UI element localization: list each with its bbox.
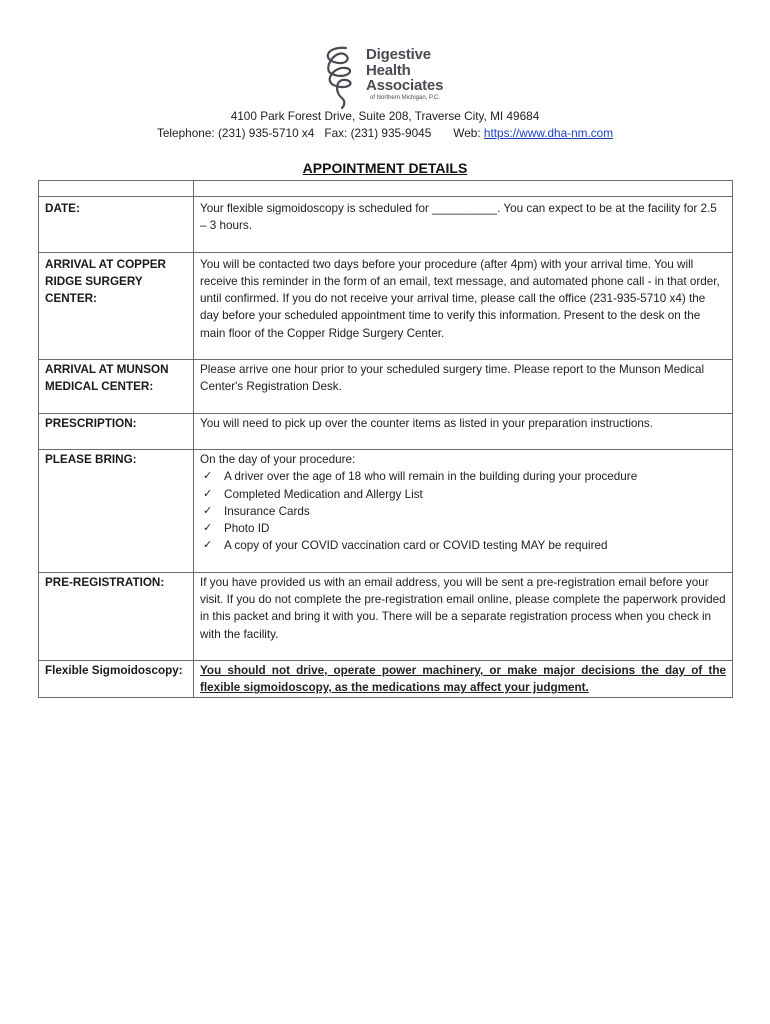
row-content-warning: You should not drive, operate power machinery, or make major decisions the day of the flexible sigmoidoscopy, as the medications may affect your judgment. [194,660,733,697]
blank-cell [194,181,733,197]
table-row-arrival-copper-ridge [39,252,733,359]
row-label: PLEASE BRING: [39,449,194,572]
checkmark-icon: ✓ [203,487,213,500]
checkmark-icon: ✓ [203,539,213,552]
blank-cell [39,181,194,197]
telephone: Telephone: (231) 935-5710 x4 [156,126,315,140]
table-row-pre-registration [39,572,733,660]
appointment-details-table [38,180,733,698]
row-label: ARRIVAL AT COPPER RIDGE SURGERY CENTER: [39,252,194,359]
row-label: PRE-REGISTRATION: [39,572,194,660]
bring-intro: On the day of your procedure: [200,452,356,466]
address-line: 4100 Park Forest Drive, Suite 208, Traverse City, MI 49684 [230,109,540,123]
table-row-arrival-munson [39,360,733,414]
list-item: ✓ A copy of your COVID vaccination card or COVID testing MAY be required [200,537,726,554]
row-content: Please arrive one hour prior to your scheduled surgery time. Please report to the Munson Medical Center's Registration Desk. [194,360,733,414]
row-label: PRESCRIPTION: [39,413,194,449]
dha-logo [316,44,466,110]
row-content [194,449,733,572]
row-label: DATE: [39,197,194,253]
row-content: If you have provided us with an email address, you will be sent a pre-registration email before your visit. If you do not complete the pre-registration email online, please complete the paperwork provided in this packet and bring it with you. There will be a separate registration process when you check in with the facility. [194,572,733,660]
logo-subtitle: of Northern Michigan, P.C. [370,94,440,101]
list-item: ✓ Insurance Cards [200,503,726,520]
logo-word-health: Health [366,61,411,79]
contact-line [0,126,770,140]
row-label: ARRIVAL AT MUNSON MEDICAL CENTER: [39,360,194,414]
table-row-flexible-sigmoidoscopy [39,660,733,697]
table-row-prescription [39,413,733,449]
checkmark-icon: ✓ [203,470,213,483]
list-item: ✓ Completed Medication and Allergy List [200,486,726,503]
checkmark-icon: ✓ [203,504,213,517]
table-row-date [39,197,733,253]
web-label: Web: [453,126,481,140]
list-item: ✓ Photo ID [200,520,726,537]
row-content: Your flexible sigmoidoscopy is scheduled for __________. You can expect to be at the facility for 2.5 – 3 hours. [194,197,733,253]
row-content: You will be contacted two days before your procedure (after 4pm) with your arrival time. You will receive this reminder in the form of an email, text message, and automated phone call - in that order, until confirmed. If you do not receive your arrival time, please call the office (231-935-5710 x4) the day before your scheduled appointment time to verify this information. Present to the desk on the main floor of the Copper Ridge Surgery Center. [194,252,733,359]
logo-swirl-icon [316,44,366,110]
bring-checklist [200,468,726,554]
fax: Fax: (231) 935-9045 [324,126,432,140]
logo-word-digestive: Digestive [366,46,431,63]
page-title: APPOINTMENT DETAILS [302,160,468,176]
table-row-please-bring [39,449,733,572]
website-link[interactable]: https://www.dha-nm.com [483,126,614,140]
table-blank-row [39,181,733,197]
row-content: You will need to pick up over the counter items as listed in your preparation instructions. [194,413,733,449]
checkmark-icon: ✓ [203,522,213,535]
row-label: Flexible Sigmoidoscopy: [39,660,194,697]
list-item: ✓ A driver over the age of 18 who will remain in the building during your procedure [200,468,726,485]
logo-word-associates: Associates [366,77,444,94]
